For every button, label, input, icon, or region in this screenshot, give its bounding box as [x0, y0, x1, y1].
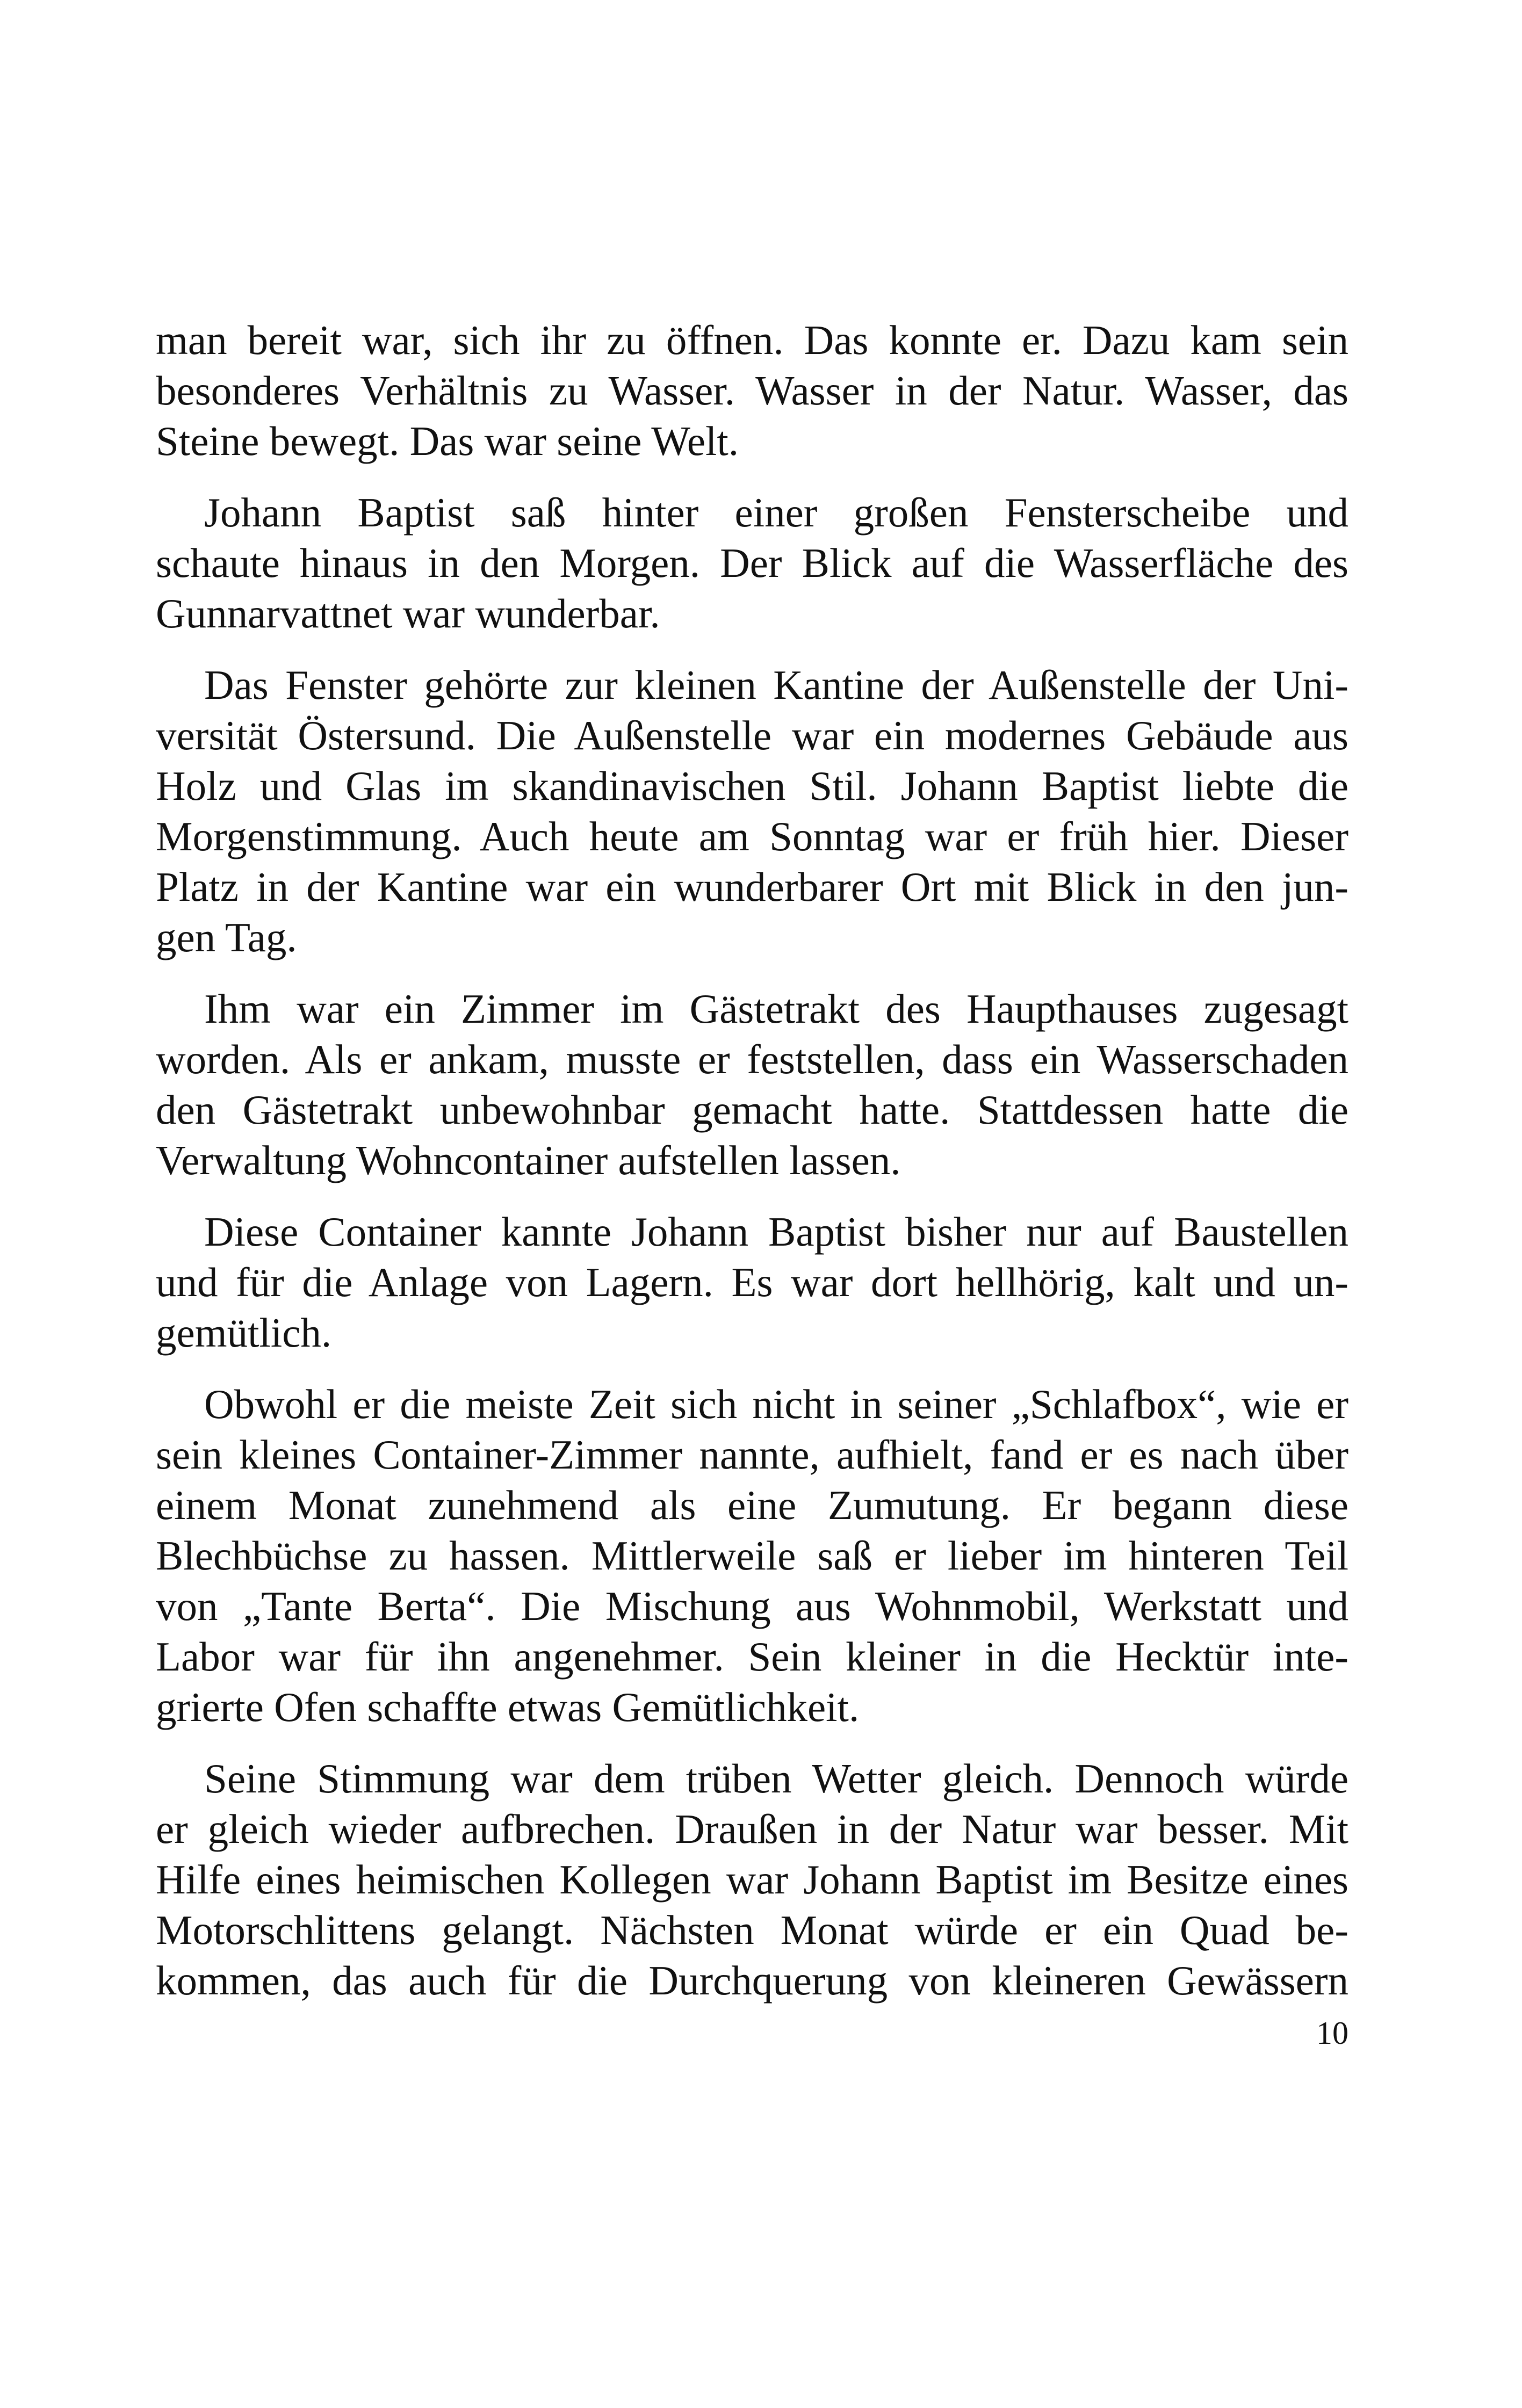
text-line: Hilfe eines heimischen Kollegen war Johann Baptist im Besitze eines — [156, 1856, 1348, 1903]
text-line: Das Fenster gehörte zur kleinen Kantine der Außenstelle der Uni- — [204, 662, 1348, 708]
text-line: Diese Container kannte Johann Baptist bisher nur auf Baustellen — [204, 1209, 1348, 1255]
text-line: Platz in der Kantine war ein wunderbarer Ort mit Blick in den jun- — [156, 864, 1348, 910]
paragraph-3 — [156, 660, 1348, 963]
paragraph-1 — [156, 315, 1348, 466]
paragraph-2 — [156, 487, 1348, 639]
text-line: den Gästetrakt unbewohnbar gemacht hatte. Stattdessen hatte die — [156, 1087, 1348, 1133]
paragraph-5 — [156, 1206, 1348, 1358]
text-line: grierte Ofen schaffte etwas Gemütlichkeit. — [156, 1684, 860, 1730]
text-line: Motorschlittens gelangt. Nächsten Monat würde er ein Quad be- — [156, 1907, 1348, 1953]
text-line: worden. Als er ankam, musste er feststellen, dass ein Wasserschaden — [156, 1036, 1348, 1082]
text-line: von „Tante Berta“. Die Mischung aus Wohnmobil, Werkstatt und — [156, 1583, 1348, 1629]
text-line: er gleich wieder aufbrechen. Draußen in der Natur war besser. Mit — [156, 1806, 1348, 1852]
text-line: gemütlich. — [156, 1310, 332, 1356]
text-line: einem Monat zunehmend als eine Zumutung. Er begann diese — [156, 1482, 1348, 1528]
text-line: Labor war für ihn angenehmer. Sein kleiner in die Hecktür inte- — [156, 1633, 1348, 1680]
text-line: Verwaltung Wohncontainer aufstellen lassen. — [156, 1137, 901, 1183]
text-line: man bereit war, sich ihr zu öffnen. Das konnte er. Dazu kam sein — [156, 317, 1348, 363]
text-line: Steine bewegt. Das war seine Welt. — [156, 418, 739, 464]
text-line: Ihm war ein Zimmer im Gästetrakt des Haupthauses zugesagt — [204, 986, 1348, 1032]
text-line: Morgenstimmung. Auch heute am Sonntag war er früh hier. Dieser — [156, 813, 1348, 859]
text-line: schaute hinaus in den Morgen. Der Blick auf die Wasserfläche des — [156, 540, 1348, 586]
paragraph-6 — [156, 1379, 1348, 1732]
paragraph-7 — [156, 1753, 1348, 2006]
text-line: Holz und Glas im skandinavischen Stil. Johann Baptist liebte die — [156, 763, 1348, 809]
text-line: besonderes Verhältnis zu Wasser. Wasser in der Natur. Wasser, das — [156, 367, 1348, 414]
text-line: Gunnarvattnet war wunderbar. — [156, 590, 660, 637]
text-line: Obwohl er die meiste Zeit sich nicht in seiner „Schlafbox“, wie er — [204, 1381, 1348, 1427]
page-number: 10 — [1316, 2015, 1348, 2051]
book-page-body — [156, 315, 1348, 2006]
text-line: Blechbüchse zu hassen. Mittlerweile saß er lieber im hinteren Teil — [156, 1532, 1348, 1579]
text-line: kommen, das auch für die Durchquerung von kleineren Gewässern — [156, 1957, 1348, 2004]
text-line: und für die Anlage von Lagern. Es war dort hellhörig, kalt und un- — [156, 1259, 1348, 1305]
text-line: sein kleines Container-Zimmer nannte, aufhielt, fand er es nach über — [156, 1431, 1348, 1478]
paragraph-4 — [156, 984, 1348, 1185]
text-line: versität Östersund. Die Außenstelle war ein modernes Gebäude aus — [156, 712, 1348, 758]
text-line: Johann Baptist saß hinter einer großen Fensterscheibe und — [204, 489, 1348, 536]
text-line: Seine Stimmung war dem trüben Wetter gleich. Dennoch würde — [204, 1755, 1348, 1802]
text-line: gen Tag. — [156, 914, 297, 960]
